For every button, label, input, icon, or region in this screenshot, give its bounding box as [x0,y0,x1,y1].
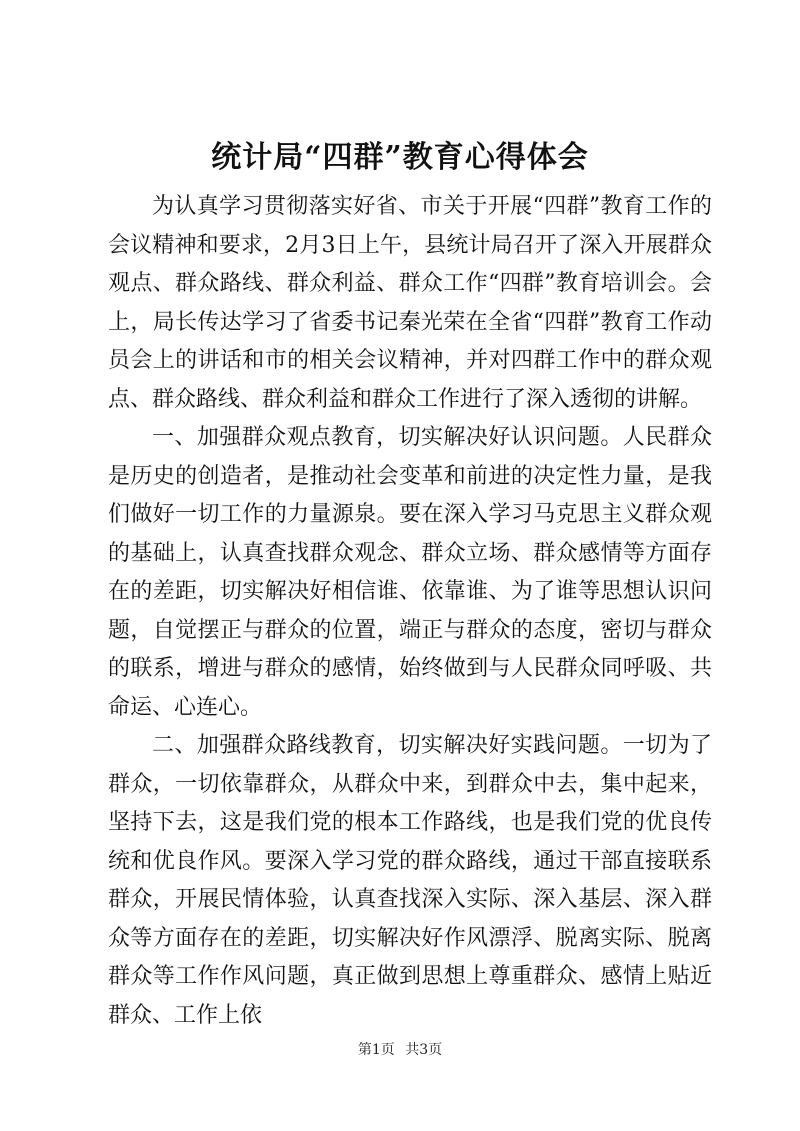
document-body [108,188,712,1035]
paragraph-section-two: 二、加强群众路线教育，切实解决好实践问题。一切为了群众，一切依靠群众，从群众中来，到群众中去，集中起来，坚持下去，这是我们党的根本工作路线，也是我们党的优良传统和优良作风。要深入学习党的群众路线，通过干部直接联系群众，开展民情体验，认真查找深入实际、深入基层、深入群众等方面存在的差距，切实解决好作风漂浮、脱离实际、脱离群众等工作作风问题，真正做到思想上尊重群众、感情上贴近群众、工作上依 [108,733,712,1028]
page-number: 第1页 [357,1042,395,1058]
document-title: 统计局“四群”教育心得体会 [211,140,589,175]
page-total: 共3页 [405,1042,443,1058]
paragraph-section-one: 一、加强群众观点教育，切实解决好认识问题。人民群众是历史的创造者，是推动社会变革和前进的决定性力量，是我们做好一切工作的力量源泉。要在深入学习马克思主义群众观的基础上，认真查找群众观念、群众立场、群众感情等方面存在的差距，切实解决好相信谁、依靠谁、为了谁等思想认识问题，自觉摆正与群众的位置，端正与群众的态度，密切与群众的联系，增进与群众的感情，始终做到与人民群众同呼吸、共命运、心连心。 [108,425,712,720]
paragraph-intro: 为认真学习贯彻落实好省、市关于开展“四群”教育工作的会议精神和要求，2月3日上午，县统计局召开了深入开展群众观点、群众路线、群众利益、群众工作“四群”教育培训会。会上，局长传达学习了省委书记秦光荣在全省“四群”教育工作动员会上的讲话和市的相关会议精神，并对四群工作中的群众观点、群众路线、群众利益和群众工作进行了深入透彻的讲解。 [108,194,712,412]
page-footer [0,1040,800,1060]
